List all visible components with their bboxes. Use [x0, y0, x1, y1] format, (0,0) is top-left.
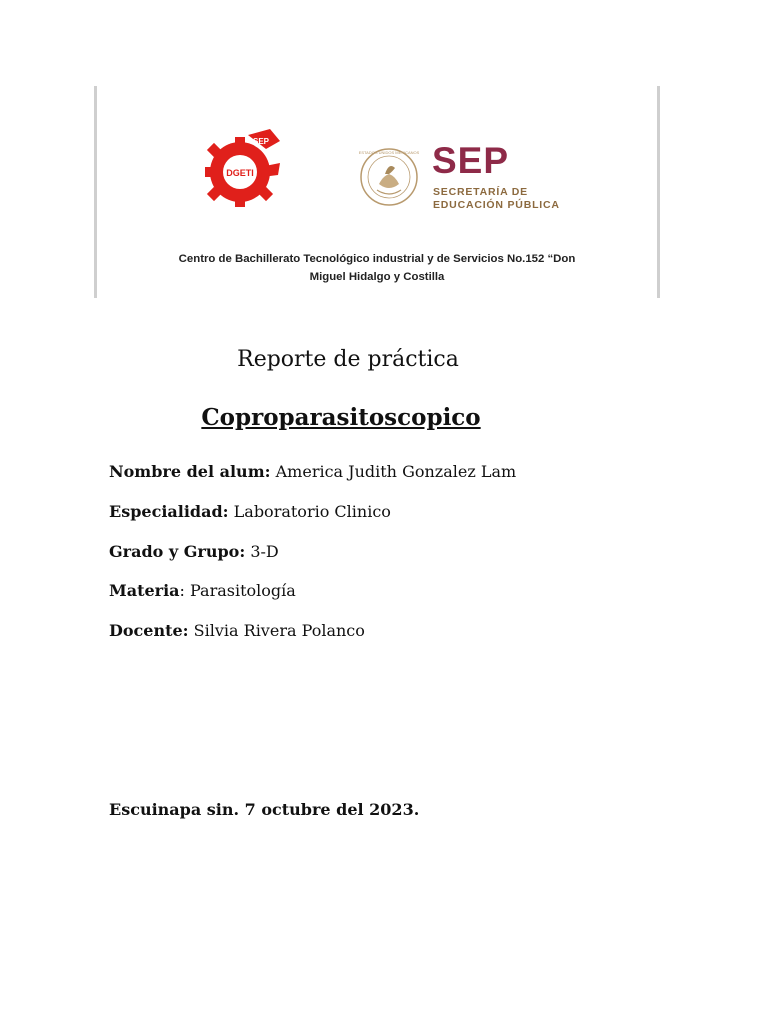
- header-banner: [94, 86, 660, 298]
- mexico-coat-of-arms-seal-icon: [359, 146, 419, 208]
- field-label: Materia: [109, 581, 180, 600]
- sep-subtitle-line1: SECRETARÍA DE: [433, 186, 528, 198]
- field-subject: [109, 581, 296, 600]
- field-grade-group: [109, 542, 279, 561]
- sep-subtitle: [433, 186, 560, 212]
- field-student-name: [109, 462, 516, 481]
- field-label: Especialidad:: [109, 502, 229, 521]
- field-value: America Judith Gonzalez Lam: [270, 462, 517, 481]
- dgeti-letters: DGETI: [226, 168, 254, 178]
- sep-wordmark: SEP: [432, 140, 510, 181]
- place-date: Escuinapa sin. 7 octubre del 2023.: [109, 800, 420, 819]
- field-value: : Parasitología: [179, 581, 296, 600]
- field-value: Silvia Rivera Polanco: [188, 621, 365, 640]
- dgeti-badge-text: SEP: [252, 137, 270, 146]
- school-name-line1: Centro de Bachillerato Tecnológico industrial y de Servicios No.152 “Don: [178, 253, 576, 265]
- field-label: Grado y Grupo:: [109, 542, 246, 561]
- field-value: 3-D: [245, 542, 279, 561]
- field-value: Laboratorio Clinico: [228, 502, 391, 521]
- report-title: Reporte de práctica: [237, 347, 459, 372]
- field-specialty: [109, 502, 391, 521]
- subject-title: Coproparasitoscopico: [201, 404, 481, 431]
- school-name: [167, 250, 587, 286]
- dgeti-gear-logo-icon: [200, 127, 284, 211]
- sep-seal-text: ESTADOS UNIDOS MEXICANOS: [359, 150, 419, 155]
- field-label: Docente:: [109, 621, 189, 640]
- field-teacher: [109, 621, 365, 640]
- sep-subtitle-line2: EDUCACIÓN PÚBLICA: [433, 199, 560, 211]
- school-name-line2: Miguel Hidalgo y Costilla: [309, 271, 445, 283]
- field-label: Nombre del alum:: [109, 462, 271, 481]
